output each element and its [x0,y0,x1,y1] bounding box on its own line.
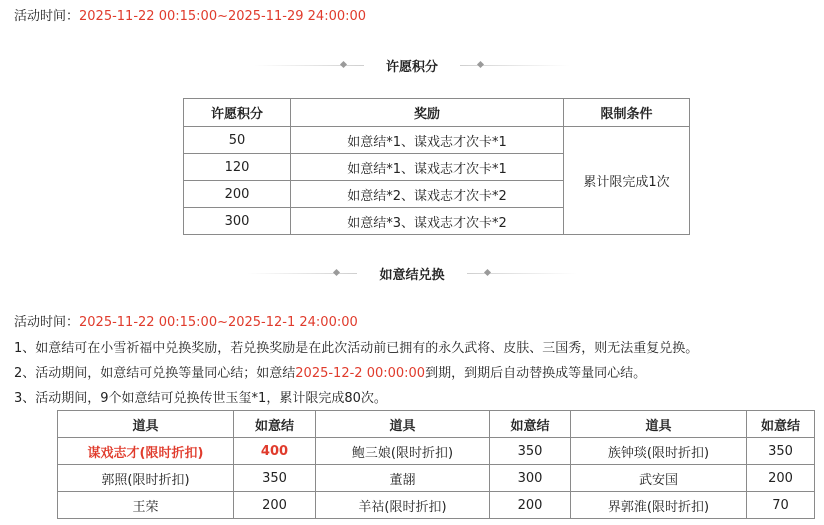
exchange-time-line [14,311,358,330]
cost-cell: 200 [747,465,815,492]
item-cell: 羊祜(限时折扣) [316,492,490,519]
table-header-row [184,99,690,127]
header-cell: 道具 [571,411,747,438]
reward-cell: 如意结*1、谋戏志才次卡*1 [291,154,564,181]
activity-time-line [14,5,366,24]
diamond-divider-icon [247,273,357,274]
item-cell: 王荣 [58,492,234,519]
activity-time-value: 2025-11-22 00:15:00~2025-11-29 24:00:00 [79,9,367,24]
cost-cell: 300 [490,465,571,492]
cost-cell: 200 [490,492,571,519]
cost-cell: 350 [490,438,571,465]
cost-cell: 350 [234,465,316,492]
exchange-table [57,410,815,519]
reward-cell: 如意结*1、谋戏志才次卡*1 [291,127,564,154]
table-row [58,438,815,465]
diamond-divider-icon [460,65,570,66]
table-row [58,465,815,492]
header-cell: 许愿积分 [184,99,291,127]
exchange-time-value: 2025-11-22 00:15:00~2025-12-1 24:00:00 [79,315,358,330]
activity-time-label: 活动时间： [14,9,80,24]
item-cell: 界郭淮(限时折扣) [571,492,747,519]
cost-cell: 350 [747,438,815,465]
cost-cell: 70 [747,492,815,519]
header-cell: 限制条件 [564,99,690,127]
table-header-row [58,411,815,438]
item-cell: 郭照(限时折扣) [58,465,234,492]
header-cell: 如意结 [490,411,571,438]
points-cell: 120 [184,154,291,181]
item-cell: 族钟琰(限时折扣) [571,438,747,465]
table-row [58,492,815,519]
limit-cell: 累计限完成1次 [564,127,690,235]
cost-cell: 400 [234,438,316,465]
item-cell: 谋戏志才(限时折扣) [58,438,234,465]
item-cell: 董翓 [316,465,490,492]
header-cell: 如意结 [747,411,815,438]
points-cell: 200 [184,181,291,208]
wish-points-table [183,98,690,235]
points-cell: 300 [184,208,291,235]
item-cell: 武安国 [571,465,747,492]
header-cell: 道具 [58,411,234,438]
reward-cell: 如意结*3、谋戏志才次卡*2 [291,208,564,235]
points-cell: 50 [184,127,291,154]
diamond-divider-icon [467,273,577,274]
header-cell: 奖励 [291,99,564,127]
header-cell: 道具 [316,411,490,438]
header-cell: 如意结 [234,411,316,438]
reward-cell: 如意结*2、谋戏志才次卡*2 [291,181,564,208]
rule-3: 3、活动期间，9个如意结可兑换传世玉玺*1，累计限完成80次。 [14,391,387,406]
rule-2: 2、活动期间，如意结可兑换等量同心结；如意结2025-12-2 00:00:00到期，到期后自动替换成等量同心结。 [14,366,647,381]
cost-cell: 200 [234,492,316,519]
exchange-section-title: 如意结兑换 [0,264,824,283]
diamond-divider-icon [254,65,364,66]
expiry-date: 2025-12-2 00:00:00 [295,366,426,381]
rule-1: 1、如意结可在小雪祈福中兑换奖励，若兑换奖励是在此次活动前已拥有的永久武将、皮肤、三国秀，则无法重复兑换。 [14,341,699,356]
table-row [184,127,690,154]
wish-points-section-title: 许愿积分 [0,56,824,75]
item-cell: 鲍三娘(限时折扣) [316,438,490,465]
exchange-time-label: 活动时间： [14,315,80,330]
